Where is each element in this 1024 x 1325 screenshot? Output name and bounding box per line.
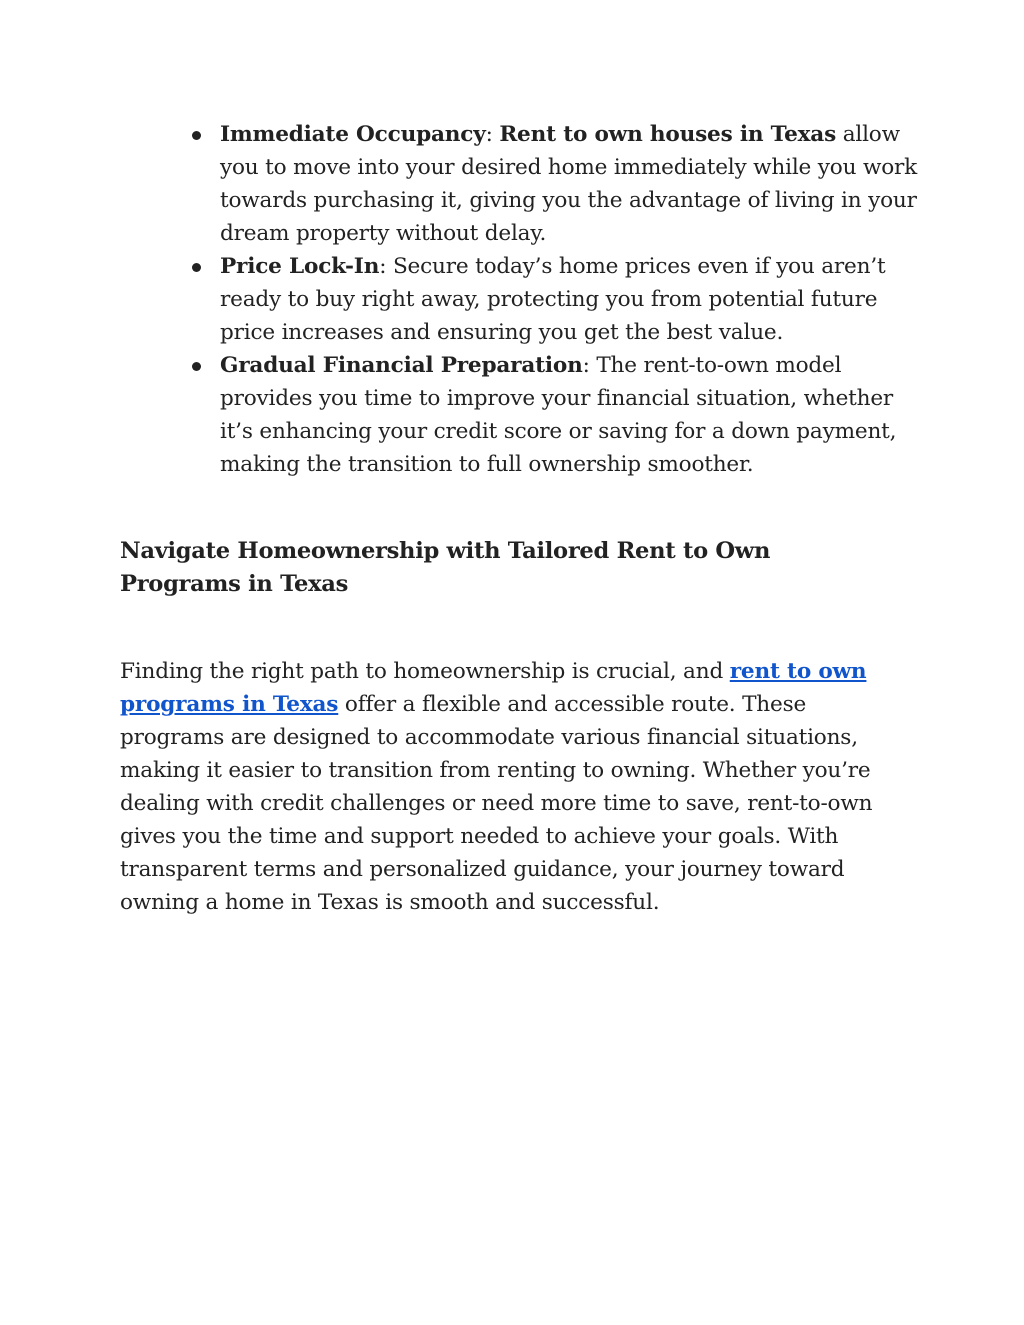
rent-to-own-programs-link[interactable]: rent to own programs in Texas <box>120 659 867 717</box>
bullet-text: allow you to move into your desired home immediately while you work towards purchasing it, giving you the advantage of living in your dream property without delay. <box>220 122 918 246</box>
bullet-separator: : <box>379 254 393 279</box>
list-item <box>186 349 926 481</box>
bullet-icon <box>192 362 201 371</box>
bullet-separator: : <box>485 122 500 147</box>
bullet-term: Price Lock-In <box>220 254 380 279</box>
paragraph-text-after: offer a flexible and accessible route. These programs are designed to accommodate various financial situations, making it easier to transition from renting to owning. Whether you’re dealing with credit challenges or need more time to save, rent-to-own gives you the time and support needed to achieve your goals. With transparent terms and personalized guidance, your journey toward owning a home in Texas is smooth and successful. <box>120 692 873 915</box>
bullet-emphasis: Rent to own houses in Texas <box>499 122 837 147</box>
bullet-icon <box>192 131 201 140</box>
bullet-text: The rent-to-own model provides you time to improve your financial situation, whether it’s enhancing your credit score or saving for a down payment, making the transition to full ownership smoother. <box>220 353 897 477</box>
bullet-separator: : <box>582 353 597 378</box>
section-heading: Navigate Homeownership with Tailored Rent to Own Programs in Texas <box>120 538 771 597</box>
paragraph-text-before: Finding the right path to homeownership is crucial, and <box>120 659 730 684</box>
bullet-term: Gradual Financial Preparation <box>220 353 583 378</box>
list-item <box>186 118 926 250</box>
bullet-term: Immediate Occupancy <box>220 122 486 147</box>
section-paragraph <box>120 655 910 919</box>
list-item <box>186 250 926 349</box>
bullet-icon <box>192 263 201 272</box>
bullet-text: Secure today’s home prices even if you aren’t ready to buy right away, protecting you from potential future price increases and ensuring you get the best value. <box>220 254 886 345</box>
benefits-list <box>186 118 926 481</box>
